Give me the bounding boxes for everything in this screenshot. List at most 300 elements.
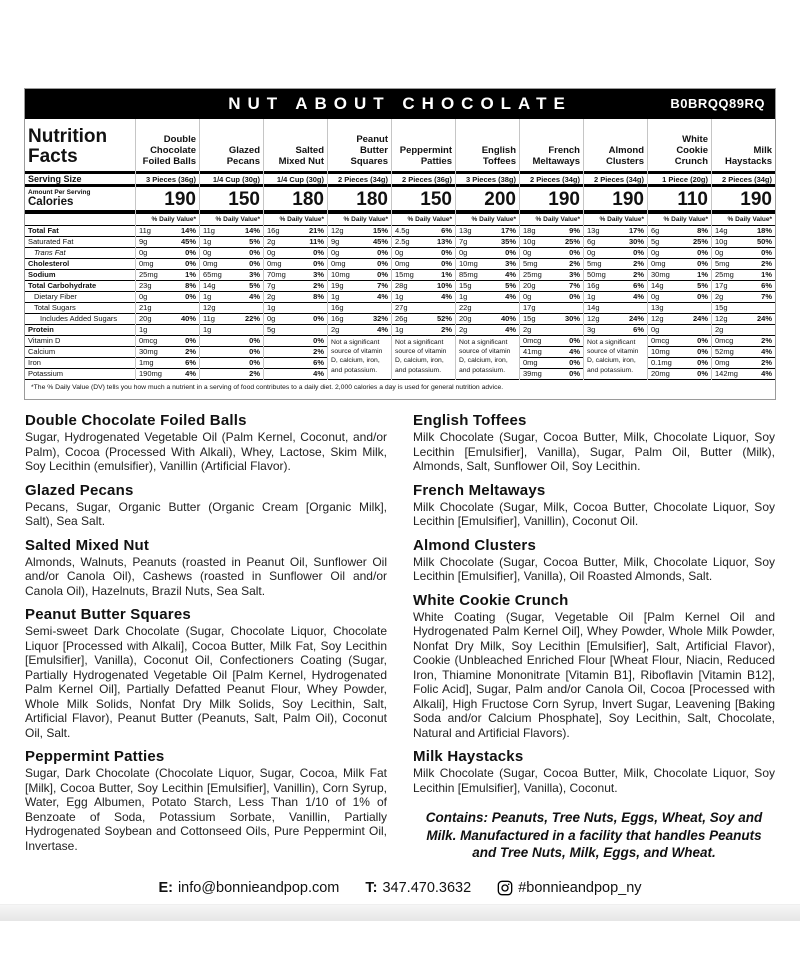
nutrient-amount: 16g: [267, 227, 280, 235]
product-name: White Cookie Crunch: [674, 134, 708, 168]
product-name: Glazed Pecans: [226, 145, 260, 168]
nutrient-row: [712, 347, 775, 358]
nutrition-table: [25, 119, 775, 380]
nutrient-daily-value: 0%: [185, 259, 196, 269]
nutrient-daily-value: 4%: [505, 270, 516, 280]
nutrient-row: [648, 270, 711, 281]
nutrient-amount: 0mcg: [523, 337, 542, 345]
nutrient-row: [328, 237, 391, 248]
nutrient-amount: 39mg: [523, 370, 542, 378]
nutrient-row: [328, 270, 391, 281]
nutrient-label: Vitamin D: [25, 336, 135, 347]
nutrient-daily-value: 24%: [756, 314, 772, 324]
calories-value: 180: [292, 189, 324, 210]
ingredient-section-title: White Cookie Crunch: [413, 591, 569, 609]
nutrient-amount: 6g: [651, 227, 660, 235]
ingredient-text: Milk Chocolate (Sugar, Milk, Cocoa Butter, Chocolate Liquor, Soy Lecithin [Emulsifier], Vanillin), Coconut Oil.: [413, 499, 775, 529]
daily-value-header: % Daily Value*: [712, 214, 775, 226]
nutrient-daily-value: 0%: [761, 248, 772, 258]
nutrient-amount: 0mg: [651, 260, 666, 268]
nutrient-row: [456, 248, 519, 259]
nutrient-daily-value: 40%: [500, 314, 516, 324]
nutrient-amount: 15g: [715, 304, 728, 312]
nutrient-amount: 0mg: [267, 260, 282, 268]
nutrient-row: [136, 259, 199, 270]
nutrient-row: [456, 314, 519, 325]
nutrient-daily-value: 2%: [569, 259, 580, 269]
nutrient-amount: 10g: [523, 238, 536, 246]
nutrient-daily-value: 0%: [313, 336, 324, 346]
nutrient-row: [456, 226, 519, 237]
nutrient-amount: 1g: [331, 293, 340, 301]
ingredient-section: [25, 748, 387, 853]
nutrient-amount: 15g: [523, 315, 536, 323]
nutrient-amount: 20g: [139, 315, 152, 323]
nutrient-daily-value: 0%: [249, 259, 260, 269]
nutrient-row: [648, 314, 711, 325]
nutrient-row: [648, 347, 711, 358]
nutrient-daily-value: 5%: [249, 237, 260, 247]
nutrient-amount: 10mg: [459, 260, 478, 268]
nutrient-row: [136, 248, 199, 259]
insignificant-source-note: Not a significant source of vitamin D, calcium, iron, and potassium.: [328, 336, 391, 380]
product-name: Salted Mixed Nut: [278, 145, 324, 168]
nutrient-row: [584, 314, 647, 325]
nutrient-amount: 13g: [651, 304, 664, 312]
nutrient-daily-value: 0%: [569, 292, 580, 302]
nutrient-row: [520, 270, 583, 281]
nutrient-amount: 23g: [139, 282, 152, 290]
nutrient-daily-value: 17%: [500, 226, 516, 236]
nutrient-daily-value: 32%: [372, 314, 388, 324]
nutrient-daily-value: 0%: [633, 248, 644, 258]
nutrient-daily-value: 4%: [313, 369, 324, 379]
nutrient-row: [712, 248, 775, 259]
nutrient-row: [712, 292, 775, 303]
nutrient-amount: 2g: [715, 326, 724, 334]
ingredient-section-title: Salted Mixed Nut: [25, 536, 150, 554]
nutrient-row: [264, 369, 327, 380]
nutrient-row: [200, 237, 263, 248]
nutrient-amount: 1g: [203, 238, 212, 246]
nutrient-daily-value: 0%: [377, 259, 388, 269]
nutrient-row: [520, 325, 583, 336]
nutrient-daily-value: 5%: [249, 281, 260, 291]
nutrient-daily-value: 8%: [185, 281, 196, 291]
nutrient-amount: 5mg: [587, 260, 602, 268]
product-code: B0BRQQ89RQ: [670, 96, 765, 111]
nutrient-amount: 20g: [459, 315, 472, 323]
nutrient-row: [200, 270, 263, 281]
nutrient-amount: 1g: [395, 293, 404, 301]
nutrient-amount: 12g: [587, 315, 600, 323]
nutrient-row: [456, 292, 519, 303]
nutrient-daily-value: 1%: [697, 270, 708, 280]
nutrient-amount: 12g: [203, 304, 216, 312]
nutrient-amount: 0g: [523, 293, 532, 301]
nutrient-daily-value: 4%: [249, 292, 260, 302]
nutrient-row: [584, 325, 647, 336]
page-title: NUT ABOUT CHOCOLATE: [228, 94, 572, 113]
nutrient-row: [584, 303, 647, 314]
nutrient-amount: 0mg: [715, 359, 730, 367]
nutrient-amount: 0mg: [395, 260, 410, 268]
nutrient-daily-value: 0%: [569, 336, 580, 346]
product-name: Peanut Butter Squares: [350, 134, 388, 168]
nutrient-amount: 17g: [715, 282, 728, 290]
nutrient-daily-value: 0%: [249, 347, 260, 357]
contact-footer: [0, 874, 800, 904]
nutrient-row: [264, 226, 327, 237]
nutrient-amount: 190mg: [139, 370, 162, 378]
nutrient-daily-value: 15%: [372, 226, 388, 236]
nutrient-label: Calcium: [25, 347, 135, 358]
nutrient-amount: 0g: [267, 249, 276, 257]
daily-value-header: % Daily Value*: [392, 214, 455, 226]
nutrient-daily-value: 45%: [372, 237, 388, 247]
ingredient-section: [413, 482, 775, 529]
nutrient-amount: 7g: [459, 238, 468, 246]
ingredient-section-title: English Toffees: [413, 412, 527, 429]
ingredient-section-title: Milk Haystacks: [413, 748, 524, 766]
insignificant-source-note: Not a significant source of vitamin D, calcium, iron, and potassium.: [584, 336, 647, 380]
nutrient-amount: 5mg: [523, 260, 538, 268]
nutrient-row: [456, 325, 519, 336]
daily-value-header: % Daily Value*: [136, 214, 199, 226]
nutrient-row: [136, 270, 199, 281]
nutrient-amount: 0mg: [139, 260, 154, 268]
nutrient-row: [520, 314, 583, 325]
ingredient-section-title: Almond Clusters: [413, 536, 537, 554]
product-column: [200, 119, 264, 380]
nutrient-amount: 0g: [587, 249, 596, 257]
daily-value-header: % Daily Value*: [328, 214, 391, 226]
bottom-strip: [0, 904, 800, 921]
ingredient-section: [25, 482, 387, 529]
nutrient-row: [392, 270, 455, 281]
nutrient-row: [200, 303, 263, 314]
product-column: [584, 119, 648, 380]
nutrient-daily-value: 13%: [436, 237, 452, 247]
nutrient-row: [264, 347, 327, 358]
insignificant-source-note: Not a significant source of vitamin D, calcium, iron, and potassium.: [392, 336, 455, 380]
nutrient-daily-value: 2%: [761, 259, 772, 269]
nutrient-amount: 85mg: [459, 271, 478, 279]
nutrient-row: [136, 281, 199, 292]
nutrient-row: [136, 325, 199, 336]
nutrient-daily-value: 1%: [441, 270, 452, 280]
nutrient-row: [648, 259, 711, 270]
nutrient-row: [200, 281, 263, 292]
ingredient-text: Sugar, Hydrogenated Vegetable Oil (Palm Kernel, Coconut, and/or Palm), Cocoa (Processed With Alkali), Whey, Lactose, Skim Milk, Soy Lecithin (emulsifier), Vanillin (Artificial Flavor).: [25, 430, 387, 474]
nutrient-amount: 25mg: [139, 271, 158, 279]
nutrient-amount: 7g: [267, 282, 276, 290]
ingredient-section: [413, 748, 775, 795]
nutrient-daily-value: 0%: [505, 248, 516, 258]
product-column: [264, 119, 328, 380]
daily-value-header: % Daily Value*: [264, 214, 327, 226]
nutrient-row: [392, 248, 455, 259]
nutrient-amount: 0g: [139, 249, 148, 257]
serving-size-value: 1/4 Cup (30g): [264, 171, 327, 187]
ingredient-text: Semi-sweet Dark Chocolate (Sugar, Chocolate Liquor, Chocolate Liquor [Processed with Alkali], Cocoa Butter, Milk Fat, Soy Lecithin [Emulsifier], Vanilla), Coconut Oil, Confectioners Coating (Sugar, Partially Hydrogenated Vegetable Oil [Palm Kernel, Hydrogenated Palm Kernel Oil], Partially Defatted Peanut Flour, Whey Powder, Whole Milk Solids, Nonfat Dry Milk Solids, Soy Lecithin, Salt, Artificial Flavor), Peanut Butter (Peanuts, Salt, Palm Oil), Coconut Oil, Salt.: [25, 624, 387, 740]
nutrient-row: [456, 237, 519, 248]
nutrient-daily-value: 24%: [692, 314, 708, 324]
calories-value: 150: [228, 189, 260, 210]
nutrient-row: [648, 281, 711, 292]
nutrient-daily-value: 0%: [569, 358, 580, 368]
nutrient-row: [392, 226, 455, 237]
nutrient-daily-value: 18%: [756, 226, 772, 236]
nutrient-label: Trans Fat: [25, 248, 135, 259]
nutrient-daily-value: 0%: [313, 314, 324, 324]
nutrient-label: Potassium: [25, 369, 135, 380]
nutrient-amount: 25mg: [523, 271, 542, 279]
nutrient-row: [264, 358, 327, 369]
nutrient-amount: 16g: [331, 304, 344, 312]
nutrient-row: [712, 237, 775, 248]
nutrient-daily-value: 2%: [761, 336, 772, 346]
nutrient-amount: 19g: [331, 282, 344, 290]
nutrient-daily-value: 6%: [185, 358, 196, 368]
product-name: French Meltaways: [532, 145, 580, 168]
nutrient-amount: 0g: [715, 249, 724, 257]
product-name: Almond Clusters: [605, 145, 644, 168]
nutrient-row: [648, 303, 711, 314]
nutrient-row: [520, 237, 583, 248]
ingredient-text: White Coating (Sugar, Vegetable Oil [Palm Kernel Oil and Hydrogenated Palm Kernel Oil], Whey Powder, Whole Milk Powder, Nonfat Dry Milk, Soy Lecithin [Emulsifier], Salt, Artificial Flavor), Cookie (Unbleached Enriched Flour [Wheat Flour, Niacin, Reduced Iron, Thiamine Mononitrate [Vitamin B1], Riboflavin [Vitamin B12], Folic Acid], Sugar, Palm and/or Canola Oil, Cocoa [Processed with Alkali], High Fructose Corn Syrup, Invert Sugar, Leavening [Baking Soda and/or Calcium Phosphate], Soy Lecithin, Salt, Chocolate, Natural and Artificial Flavors).: [413, 609, 775, 740]
nutrient-amount: 70mg: [267, 271, 286, 279]
nutrient-row: [200, 248, 263, 259]
nutrient-amount: 14g: [203, 282, 216, 290]
ingredient-section: [25, 537, 387, 599]
nutrient-amount: 5mg: [715, 260, 730, 268]
product-column: [136, 119, 200, 380]
nutrient-daily-value: 4%: [505, 325, 516, 335]
serving-size-value: 3 Pieces (38g): [456, 171, 519, 187]
nutrient-daily-value: 25%: [692, 237, 708, 247]
daily-value-header: % Daily Value*: [584, 214, 647, 226]
nutrient-row: [648, 369, 711, 380]
nutrient-row: [136, 314, 199, 325]
ingredient-section: [413, 412, 775, 474]
insignificant-source-note: Not a significant source of vitamin D, calcium, iron, and potassium.: [456, 336, 519, 380]
nutrient-row: [392, 303, 455, 314]
nutrient-amount: 0g: [459, 249, 468, 257]
nutrient-amount: 0g: [651, 326, 660, 334]
serving-size-value: 1/4 Cup (30g): [200, 171, 263, 187]
nutrient-daily-value: 3%: [505, 259, 516, 269]
nutrient-row: [520, 358, 583, 369]
email-label: E:: [158, 879, 173, 896]
facts-label-column: [25, 119, 136, 380]
nutrient-daily-value: 4%: [377, 292, 388, 302]
nutrient-label: Total Sugars: [25, 303, 135, 314]
ingredient-section-title: Glazed Pecans: [25, 481, 134, 499]
nutrient-amount: 142mg: [715, 370, 738, 378]
nutrient-row: [456, 270, 519, 281]
nutrient-amount: 15g: [459, 282, 472, 290]
nutrient-daily-value: 5%: [697, 281, 708, 291]
nutrient-amount: 16g: [331, 315, 344, 323]
nutrient-amount: 22g: [459, 304, 472, 312]
nutrient-label: Includes Added Sugars: [25, 314, 135, 325]
ingredients-left-column: [25, 412, 387, 862]
nutrient-row: [584, 281, 647, 292]
nutrient-row: [520, 226, 583, 237]
nutrient-row: [520, 281, 583, 292]
calories-value: 190: [548, 189, 580, 210]
daily-value-header: % Daily Value*: [648, 214, 711, 226]
nutrient-row: [648, 358, 711, 369]
nutrient-daily-value: 0%: [697, 369, 708, 379]
nutrient-amount: 65mg: [203, 271, 222, 279]
ingredient-section-title: Peppermint Patties: [25, 748, 165, 766]
nutrient-amount: 28g: [395, 282, 408, 290]
calories-value: 190: [612, 189, 644, 210]
product-column: [456, 119, 520, 380]
nutrient-daily-value: 45%: [180, 237, 196, 247]
nutrient-row: [520, 292, 583, 303]
nutrient-daily-value: 4%: [441, 292, 452, 302]
nutrient-daily-value: 14%: [180, 226, 196, 236]
nutrient-row: [712, 303, 775, 314]
nutrient-row: [456, 259, 519, 270]
nutrient-row: [648, 226, 711, 237]
nutrient-row: [264, 314, 327, 325]
nutrient-row: [392, 292, 455, 303]
nutrient-row: [136, 358, 199, 369]
nutrient-amount: 0g: [395, 249, 404, 257]
serving-size-value: 1 Piece (20g): [648, 171, 711, 187]
nutrient-row: [264, 270, 327, 281]
nutrient-label: Iron: [25, 358, 135, 369]
nutrient-row: [584, 292, 647, 303]
nutrient-daily-value: 0%: [441, 259, 452, 269]
nutrient-daily-value: 2%: [633, 270, 644, 280]
nutrient-amount: 2.5g: [395, 238, 410, 246]
nutrient-daily-value: 6%: [633, 281, 644, 291]
nutrient-row: [392, 259, 455, 270]
nutrient-daily-value: 14%: [244, 226, 260, 236]
nutrient-row: [520, 248, 583, 259]
nutrient-amount: 0g: [651, 249, 660, 257]
nutrient-daily-value: 0%: [569, 369, 580, 379]
nutrient-amount: 9g: [139, 238, 148, 246]
nutrient-amount: 4.5g: [395, 227, 410, 235]
amount-per-serving-label: Amount Per Serving: [28, 188, 91, 196]
nutrient-row: [392, 281, 455, 292]
calories-value: 180: [356, 189, 388, 210]
nutrient-amount: 0g: [139, 293, 148, 301]
product-name: Double Chocolate Foiled Balls: [142, 134, 196, 168]
nutrient-daily-value: 0%: [697, 347, 708, 357]
daily-value-header: % Daily Value*: [520, 214, 583, 226]
ingredients-section: [25, 412, 775, 862]
nutrient-amount: 9g: [331, 238, 340, 246]
ingredient-section: [25, 412, 387, 474]
nutrient-daily-value: 2%: [185, 347, 196, 357]
nutrient-amount: 0mg: [523, 359, 538, 367]
nutrient-amount: 1g: [203, 293, 212, 301]
nutrient-row: [200, 226, 263, 237]
nutrient-daily-value: 22%: [244, 314, 260, 324]
nutrient-row: [136, 347, 199, 358]
nutrient-row: [328, 303, 391, 314]
product-name: Milk Haystacks: [724, 145, 772, 168]
nutrient-amount: 18g: [523, 227, 536, 235]
nutrient-row: [200, 369, 263, 380]
nutrient-row: [712, 259, 775, 270]
product-name: English Toffees: [481, 145, 516, 168]
nutrient-amount: 27g: [395, 304, 408, 312]
nutrient-daily-value: 2%: [313, 347, 324, 357]
ingredient-text: Milk Chocolate (Sugar, Cocoa Butter, Milk, Chocolate Liquor, Soy Lecithin [Emulsifier], Vanilla), Coconut.: [413, 766, 775, 795]
nutrient-daily-value: 0%: [697, 259, 708, 269]
nutrient-daily-value: 7%: [377, 281, 388, 291]
phone-contact: [365, 880, 471, 896]
nutrient-daily-value: 0%: [249, 358, 260, 368]
nutrient-row: [136, 226, 199, 237]
nutrient-label: Protein: [25, 325, 135, 336]
nutrient-daily-value: 4%: [377, 325, 388, 335]
nutrient-amount: 5g: [651, 238, 660, 246]
nutrient-row: [136, 336, 199, 347]
nutrient-daily-value: 7%: [569, 281, 580, 291]
serving-size-value: 3 Pieces (36g): [136, 171, 199, 187]
social-handle: #bonnieandpop_ny: [518, 879, 642, 896]
nutrient-row: [328, 292, 391, 303]
nutrient-daily-value: 0%: [313, 248, 324, 258]
nutrient-daily-value: 6%: [313, 358, 324, 368]
instagram-icon: [497, 880, 513, 896]
ingredient-section-title: Double Chocolate Foiled Balls: [25, 412, 247, 429]
ingredient-section: [413, 592, 775, 741]
nutrient-row: [328, 314, 391, 325]
ingredient-section: [413, 537, 775, 584]
nutrient-daily-value: 0%: [441, 248, 452, 258]
nutrient-daily-value: 2%: [633, 259, 644, 269]
calories-label-cell: [25, 187, 135, 214]
nutrient-row: [200, 259, 263, 270]
product-column: [392, 119, 456, 380]
nutrition-facts-panel: [24, 88, 776, 400]
nutrient-row: [648, 237, 711, 248]
calories-value: 190: [164, 189, 196, 210]
nutrient-row: [200, 358, 263, 369]
nutrient-amount: 0g: [331, 249, 340, 257]
nutrient-daily-value: 3%: [249, 270, 260, 280]
calories-label: Calories: [28, 195, 74, 208]
nutrient-amount: 26g: [395, 315, 408, 323]
nutrient-amount: 11g: [203, 227, 215, 235]
nutrient-row: [328, 259, 391, 270]
nutrient-amount: 13g: [587, 227, 600, 235]
ingredient-text: Pecans, Sugar, Organic Butter (Organic Cream [Organic Milk], Salt), Sea Salt.: [25, 499, 387, 529]
nutrient-row: [712, 226, 775, 237]
phone-value: 347.470.3632: [382, 879, 472, 896]
nutrient-amount: 30mg: [139, 348, 158, 356]
nutrient-amount: 0mcg: [715, 337, 734, 345]
nutrient-amount: 0g: [203, 249, 212, 257]
nutrient-row: [584, 259, 647, 270]
nutrient-row: [584, 270, 647, 281]
nutrient-row: [264, 248, 327, 259]
nutrient-row: [200, 292, 263, 303]
nutrient-row: [712, 358, 775, 369]
nutrient-amount: 15mg: [395, 271, 414, 279]
nutrient-row: [264, 237, 327, 248]
